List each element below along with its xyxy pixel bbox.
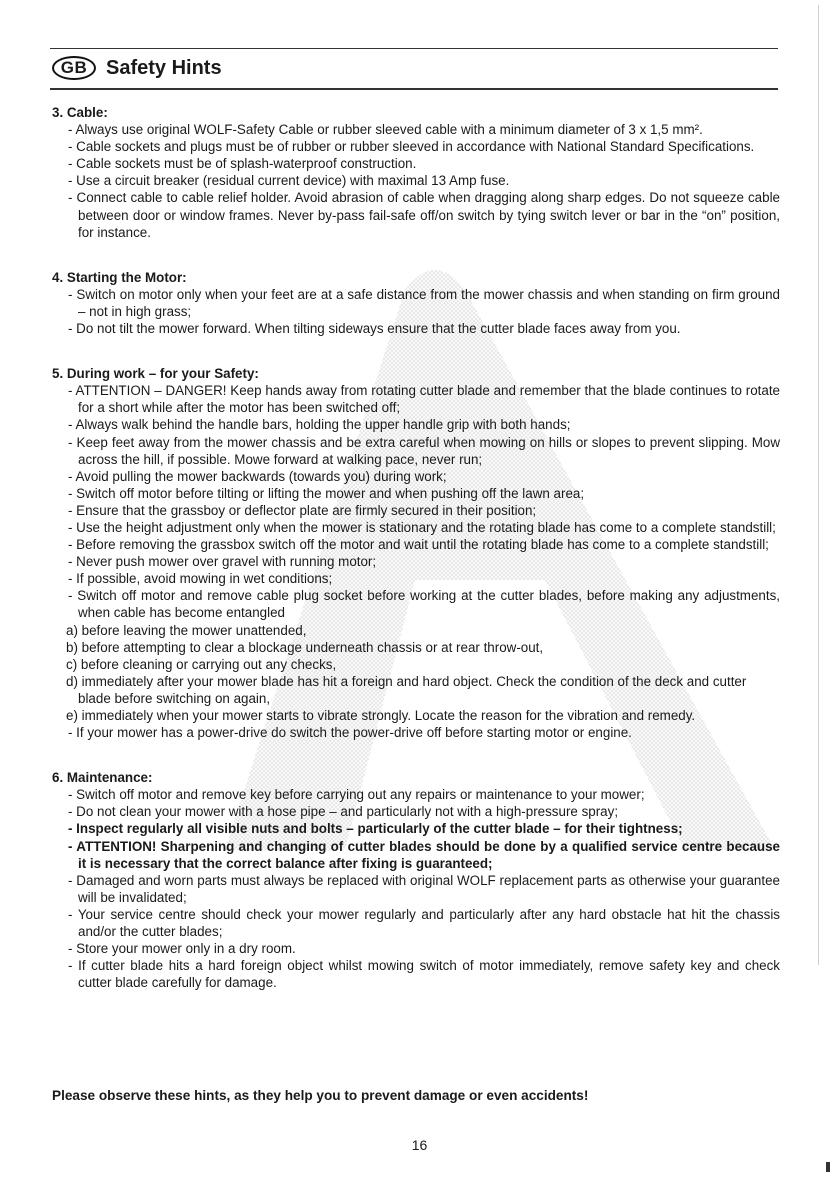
list-item: - Cable sockets and plugs must be of rubber or rubber sleeved in accordance with National Standard Specifications. <box>68 139 755 155</box>
section-title: 5. During work – for your Safety: <box>52 366 259 382</box>
scan-edge-line <box>818 5 819 965</box>
list-item: - Do not clean your mower with a hose pipe – and particularly not with a high-pressure spray; <box>68 804 619 820</box>
scan-corner-mark <box>826 1162 830 1172</box>
list-item: - If cutter blade hits a hard foreign object whilst mowing switch of motor immediately, remove safety key and check cutter blade carefully for damage. <box>68 958 780 991</box>
sub-item: e) immediately when your mower starts to vibrate strongly. Locate the reason for the vibration and remedy. <box>66 708 696 723</box>
section-title: 6. Maintenance: <box>52 770 153 786</box>
section-title: 4. Starting the Motor: <box>52 269 187 285</box>
page-title: Safety Hints <box>106 56 222 79</box>
section-cable <box>52 104 780 241</box>
list-item: - Ensure that the grassboy or deflector plate are firmly secured in their position; <box>68 502 537 518</box>
section-starting-motor <box>52 269 780 337</box>
section-title: 3. Cable: <box>52 105 108 120</box>
list-item: - Always walk behind the handle bars, holding the upper handle grip with both hands; <box>68 417 571 433</box>
list-item-emphasis: - ATTENTION! Sharpening and changing of cutter blades should be done by a qualified service centre because it is necessary that the correct balance after fixing is guaranteed; <box>68 838 780 871</box>
list-item: - Switch off motor before tilting or lifting the mower and when pushing off the lawn area; <box>68 485 585 501</box>
list-item: - Switch off motor and remove cable plug socket before working at the cutter blades, before making any adjustments, when cable has become entangled <box>68 588 780 621</box>
section-during-work <box>52 365 780 741</box>
list-item: - Store your mower only in a dry room. <box>68 941 296 957</box>
list-item: - Connect cable to cable relief holder. Avoid abrasion of cable when dragging along sharp edges. Do not squeeze cable between door or window frames. Never by-pass fail-safe off/on switch by tying switch lever or bar in the “on” position, for instance. <box>68 190 780 240</box>
list-item: - Keep feet away from the mower chassis and be extra careful when mowing on hills or slopes to prevent slipping. Mow across the hill, if possible. Mowe forward at walking pace, never run; <box>68 434 780 467</box>
list-item: - Avoid pulling the mower backwards (towards you) during work; <box>68 468 447 484</box>
list-item: - Before removing the grassbox switch off the motor and wait until the rotating blade has come to a complete standstill; <box>68 537 769 553</box>
sub-item: b) before attempting to clear a blockage underneath chassis or at rear throw-out, <box>66 639 544 655</box>
list-item: - Do not tilt the mower forward. When tilting sideways ensure that the cutter blade faces away from you. <box>68 321 681 337</box>
list-item: - Never push mower over gravel with running motor; <box>68 554 377 570</box>
list-item: - Cable sockets must be of splash-waterproof construction. <box>68 156 417 172</box>
list-item: - Your service centre should check your mower regularly and particularly after any hard obstacle hat hit the chassis and/or the cutter blades; <box>68 906 780 940</box>
header-top-rule <box>50 48 778 49</box>
list-item: - Use the height adjustment only when the mower is stationary and the rotating blade has come to a complete standstill; <box>68 519 776 535</box>
closing-note: Please observe these hints, as they help you to prevent damage or even accidents! <box>52 1088 589 1103</box>
page-header <box>52 54 222 82</box>
list-item: - Switch off motor and remove key before carrying out any repairs or maintenance to your mower; <box>68 787 645 803</box>
list-item-emphasis: - Inspect regularly all visible nuts and bolts – particularly of the cutter blade – for their tightness; <box>68 821 683 837</box>
list-item: - Damaged and worn parts must always be replaced with original WOLF replacement parts as otherwise your guarantee will be invalidated; <box>68 872 780 905</box>
safety-content <box>52 104 780 1019</box>
page-number: 16 <box>411 1137 428 1153</box>
sub-item: d) immediately after your mower blade has hit a foreign and hard object. Check the condition of the deck and cutter blade before switching on again, <box>66 673 747 706</box>
list-item: - Use a circuit breaker (residual current device) with maximal 13 Amp fuse. <box>68 173 510 189</box>
sub-item: a) before leaving the mower unattended, <box>66 622 307 638</box>
list-item: - If your mower has a power-drive do switch the power-drive off before starting motor or engine. <box>68 725 632 741</box>
list-item: - Always use original WOLF-Safety Cable or rubber sleeved cable with a minimum diameter of 3 x 1,5 mm². <box>68 122 703 138</box>
list-item: - If possible, avoid mowing in wet conditions; <box>68 571 333 587</box>
section-maintenance <box>52 769 780 991</box>
list-item: - Switch on motor only when your feet are at a safe distance from the mower chassis and when standing on firm ground – not in high grass; <box>68 286 780 319</box>
list-item: - ATTENTION – DANGER! Keep hands away from rotating cutter blade and remember that the blade continues to rotate for a short while after the motor has been switched off; <box>68 383 780 416</box>
sub-item: c) before cleaning or carrying out any checks, <box>66 656 337 672</box>
header-bottom-rule <box>50 88 778 90</box>
language-badge: GB <box>52 56 96 80</box>
